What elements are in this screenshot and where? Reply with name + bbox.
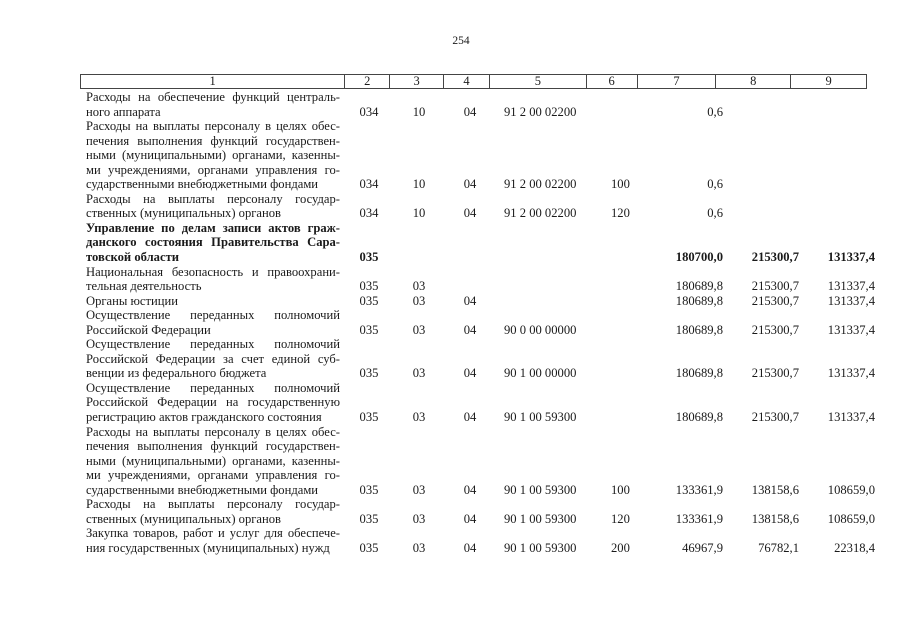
row-description xyxy=(86,381,340,425)
section-code: 03 xyxy=(412,511,426,526)
target-article-code: 90 0 00 00000 xyxy=(504,322,577,337)
table-row xyxy=(86,119,867,192)
description-line: Органы юстиции xyxy=(86,293,178,308)
subsection-code: 04 xyxy=(463,177,477,192)
header-col-6: 6 xyxy=(587,75,638,88)
description-line: ми учреждениями, органами управления го- xyxy=(86,468,340,483)
expense-type-code: 120 xyxy=(611,206,630,221)
description-line: Расходы на выплаты персоналу в целях обес- xyxy=(86,119,340,134)
section-code: 03 xyxy=(412,279,426,294)
amount-col-9: 22318,4 xyxy=(834,540,875,555)
description-line: Расходы на выплаты персоналу государ- xyxy=(86,497,340,512)
description-line: товской области xyxy=(86,250,180,265)
target-article-code: 90 1 00 59300 xyxy=(504,482,577,497)
description-line: Российской Федерации на государственную xyxy=(86,395,340,410)
amount-col-9: 131337,4 xyxy=(827,293,875,308)
section-code: 03 xyxy=(412,322,426,337)
section-code: 10 xyxy=(412,177,426,192)
amount-col-8: 138158,6 xyxy=(751,511,799,526)
description-line: регистрацию актов гражданского состояния xyxy=(86,410,322,425)
header-col-7: 7 xyxy=(638,75,717,88)
header-col-2: 2 xyxy=(345,75,390,88)
amount-col-9: 131337,4 xyxy=(827,366,875,381)
subsection-code: 04 xyxy=(463,410,477,425)
description-line: Национальная безопасность и правоохрани- xyxy=(86,264,340,279)
ministry-code: 035 xyxy=(359,410,379,425)
description-line: ными (муниципальными) органами, казенны- xyxy=(86,453,340,468)
target-article-code: 90 1 00 59300 xyxy=(504,410,577,425)
description-line: ственных (муниципальных) органов xyxy=(86,511,282,526)
page-number: 254 xyxy=(452,35,470,47)
ministry-code: 035 xyxy=(359,482,379,497)
description-line: Осуществление переданных полномочий xyxy=(86,337,340,352)
row-description xyxy=(86,221,340,265)
row-description xyxy=(86,425,340,498)
table-row xyxy=(86,308,875,337)
description-line: Управление по делам записи актов граж- xyxy=(86,220,340,235)
target-article-code: 90 1 00 59300 xyxy=(504,511,577,526)
amount-col-7: 133361,9 xyxy=(675,511,723,526)
amount-col-7: 133361,9 xyxy=(675,482,723,497)
ministry-code: 035 xyxy=(359,250,379,265)
table-row xyxy=(86,424,875,498)
amount-col-9: 108659,0 xyxy=(827,511,875,526)
description-line: печения выполнения функций государствен- xyxy=(86,133,340,148)
description-line: ми учреждениями, органами управления го- xyxy=(86,162,340,177)
amount-col-9: 131337,4 xyxy=(827,322,875,337)
description-line: ния государственных (муниципальных) нужд xyxy=(86,540,330,555)
amount-col-8: 215300,7 xyxy=(751,366,799,381)
row-description xyxy=(86,90,340,119)
table-row xyxy=(86,337,875,381)
row-description xyxy=(86,119,340,192)
amount-col-7: 0,6 xyxy=(707,104,723,119)
section-code: 03 xyxy=(412,366,426,381)
description-line: Расходы на выплаты персоналу государ- xyxy=(86,191,340,206)
row-description xyxy=(86,308,340,337)
table-row xyxy=(86,90,867,119)
section-code: 03 xyxy=(412,293,426,308)
subsection-code: 04 xyxy=(463,322,477,337)
ministry-code: 035 xyxy=(359,540,379,555)
ministry-code: 034 xyxy=(359,104,379,119)
row-description xyxy=(86,294,340,309)
section-code: 03 xyxy=(412,482,426,497)
description-line: сударственными внебюджетными фондами xyxy=(86,177,319,192)
description-line: данского состояния Правительства Сара- xyxy=(86,235,340,250)
amount-col-8: 215300,7 xyxy=(751,293,799,308)
description-line: печения выполнения функций государствен- xyxy=(86,439,340,454)
expense-type-code: 100 xyxy=(611,177,630,192)
amount-col-8: 215300,7 xyxy=(751,250,799,265)
target-article-code: 91 2 00 02200 xyxy=(504,177,577,192)
table-row xyxy=(86,497,875,526)
row-description xyxy=(86,526,340,555)
table-row xyxy=(86,192,867,221)
table-row xyxy=(86,526,875,555)
table-body xyxy=(86,90,875,556)
subsection-code: 04 xyxy=(463,104,477,119)
description-line: ного аппарата xyxy=(86,104,161,119)
description-line: ственных (муниципальных) органов xyxy=(86,206,282,221)
row-description xyxy=(86,337,340,381)
amount-col-7: 180689,8 xyxy=(675,366,723,381)
subsection-code: 04 xyxy=(463,540,477,555)
header-col-9: 9 xyxy=(825,74,832,88)
table-row xyxy=(86,380,875,425)
amount-col-7: 180700,0 xyxy=(675,250,723,265)
description-line: ными (муниципальными) органами, казенны- xyxy=(86,148,340,163)
amount-col-9: 131337,4 xyxy=(827,279,875,294)
expense-type-code: 120 xyxy=(611,511,630,526)
description-line: сударственными внебюджетными фондами xyxy=(86,482,319,497)
description-line: тельная деятельность xyxy=(86,279,202,294)
subsection-code: 04 xyxy=(463,511,477,526)
ministry-code: 035 xyxy=(359,322,379,337)
amount-col-7: 0,6 xyxy=(707,177,723,192)
description-line: Осуществление переданных полномочий xyxy=(86,308,340,323)
header-col-4: 4 xyxy=(444,75,490,88)
row-description xyxy=(86,265,340,294)
expense-type-code: 100 xyxy=(611,482,630,497)
table-row xyxy=(86,220,875,265)
amount-col-8: 215300,7 xyxy=(751,410,799,425)
table-header-row xyxy=(80,74,867,89)
section-code: 10 xyxy=(412,104,426,119)
subsection-code: 04 xyxy=(463,293,477,308)
amount-col-7: 180689,8 xyxy=(675,410,723,425)
expense-type-code: 200 xyxy=(611,540,630,555)
ministry-code: 035 xyxy=(359,293,379,308)
header-col-5: 5 xyxy=(490,75,587,88)
target-article-code: 91 2 00 02200 xyxy=(504,206,577,221)
amount-col-7: 0,6 xyxy=(707,206,723,221)
amount-col-9: 131337,4 xyxy=(827,410,875,425)
subsection-code: 04 xyxy=(463,366,477,381)
row-description xyxy=(86,192,340,221)
description-line: венции из федерального бюджета xyxy=(86,366,267,381)
header-col-3: 3 xyxy=(390,75,444,88)
amount-col-8: 76782,1 xyxy=(758,540,799,555)
section-code: 03 xyxy=(412,410,426,425)
subsection-code: 04 xyxy=(463,206,477,221)
description-line: Расходы на обеспечение функций централь- xyxy=(86,90,340,104)
amount-col-9: 108659,0 xyxy=(827,482,875,497)
ministry-code: 035 xyxy=(359,279,379,294)
section-code: 10 xyxy=(412,206,426,221)
ministry-code: 034 xyxy=(359,177,379,192)
target-article-code: 90 1 00 59300 xyxy=(504,540,577,555)
amount-col-7: 180689,8 xyxy=(675,279,723,294)
target-article-code: 90 1 00 00000 xyxy=(504,366,577,381)
amount-col-7: 180689,8 xyxy=(675,293,723,308)
table-row xyxy=(86,264,875,294)
description-line: Российской Федерации xyxy=(86,322,211,337)
subsection-code: 04 xyxy=(463,482,477,497)
amount-col-7: 46967,9 xyxy=(682,540,723,555)
description-line: Расходы на выплаты персоналу в целях обес- xyxy=(86,424,340,439)
amount-col-8: 138158,6 xyxy=(751,482,799,497)
amount-col-7: 180689,8 xyxy=(675,322,723,337)
header-col-1: 1 xyxy=(81,75,345,88)
description-line: Закупка товаров, работ и услуг для обеспече- xyxy=(86,526,340,541)
ministry-code: 035 xyxy=(359,511,379,526)
target-article-code: 91 2 00 02200 xyxy=(504,104,577,119)
ministry-code: 034 xyxy=(359,206,379,221)
amount-col-8: 215300,7 xyxy=(751,279,799,294)
table-row xyxy=(86,293,875,309)
header-col-8: 8 xyxy=(716,75,791,88)
row-description xyxy=(86,497,340,526)
description-line: Российской Федерации за счет единой суб- xyxy=(86,351,340,366)
ministry-code: 035 xyxy=(359,366,379,381)
amount-col-8: 215300,7 xyxy=(751,322,799,337)
amount-col-9: 131337,4 xyxy=(827,250,875,265)
description-line: Осуществление переданных полномочий xyxy=(86,380,340,395)
section-code: 03 xyxy=(412,540,426,555)
